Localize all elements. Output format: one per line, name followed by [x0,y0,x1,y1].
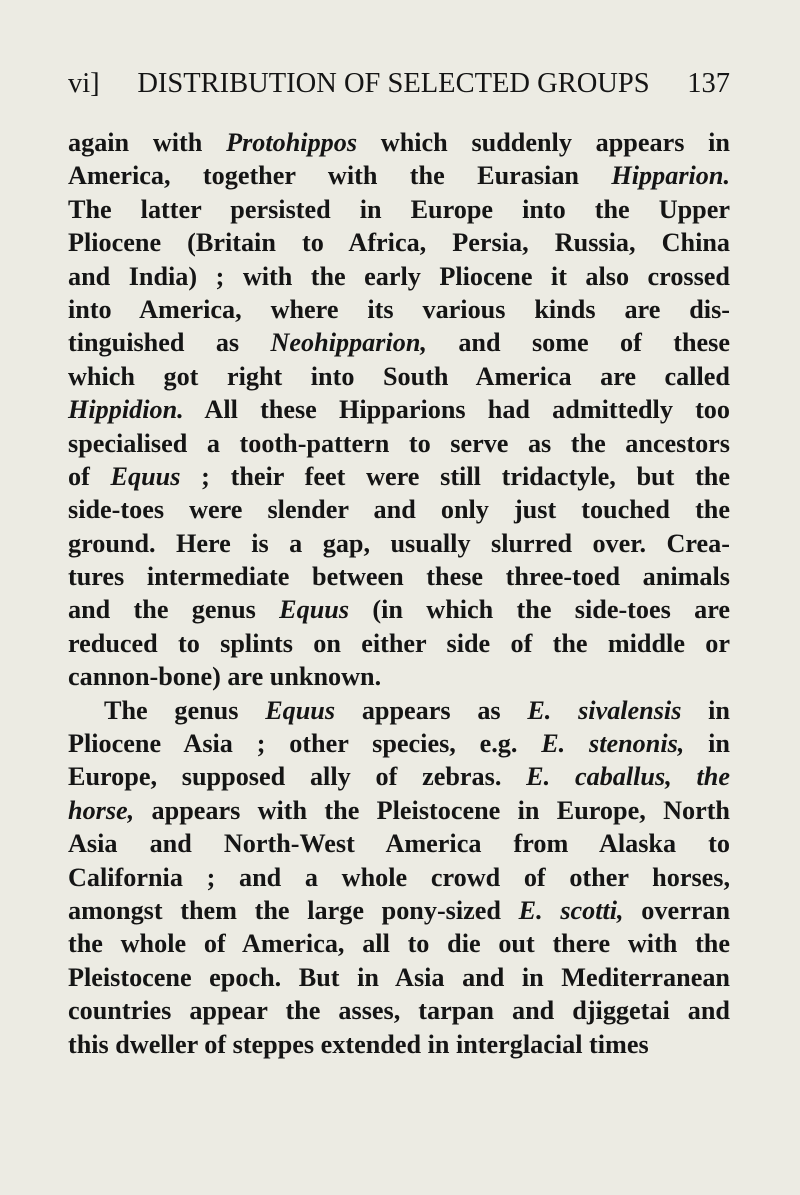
text-run: in [681,695,730,725]
text-line [68,360,730,393]
text-line [68,961,730,994]
text-run: again with [68,128,227,157]
text-run: and India) ; with the early Pliocene it also crossed [68,261,730,291]
italic-term: Hipparion. [611,161,730,191]
running-title: DISTRIBUTION OF SELECTED GROUPS [137,67,650,99]
italic-term: E. caballus, the [526,762,730,792]
text-run: cannon-bone) are unknown. [68,662,382,692]
text-line [68,827,730,860]
text-run: appears with the Pleistocene in Europe, North [134,795,730,825]
text-run: overran [623,895,731,925]
text-run: Pliocene (Britain to Africa, Persia, Russia, China [68,228,730,258]
page-number: 137 [687,67,730,99]
text-line [68,260,730,293]
text-run: which got right into South America are called [68,361,730,391]
text-line [68,460,730,493]
text-line [68,727,730,760]
italic-term: E. stenonis, [541,729,685,759]
text-run: countries appear the asses, tarpan and djiggetai and [68,996,730,1026]
text-run: California ; and a whole crowd of other horses, [68,862,730,892]
text-run: All these Hipparions had admittedly too [183,395,730,425]
italic-term: Equus [265,695,336,725]
text-line [68,326,730,359]
text-run: the whole of America, all to die out there with the [68,929,730,959]
italic-term: E. sivalensis [527,695,682,725]
text-run: which suddenly appears in [357,128,730,157]
text-line [68,226,730,259]
italic-term: Protohippos [226,128,358,157]
text-run: Asia and North-West America from Alaska to [68,829,730,859]
text-run: Europe, supposed ally of zebras. [68,762,527,792]
text-run: amongst them the large pony-sized [68,895,519,925]
text-line [68,493,730,526]
text-line [68,527,730,560]
italic-term: Equus [279,595,350,625]
text-line [68,293,730,326]
text-run: America, together with the Eurasian [68,161,612,191]
italic-term: Hippidion. [68,395,184,425]
italic-term: Neohipparion, [270,328,427,358]
paragraph [68,126,730,694]
text-line [68,427,730,460]
text-line [68,1028,730,1061]
text-run: Pleistocene epoch. But in Asia and in Mediterranean [68,962,730,992]
text-line [68,760,730,793]
italic-term: E. scotti, [518,895,624,925]
text-run: and some of these [426,328,730,358]
body-text [68,126,730,1061]
text-run: tures intermediate between these three-toed animals [68,562,730,592]
text-run: (in which the side-toes are [349,595,731,625]
text-line [68,994,730,1027]
text-run: ground. Here is a gap, usually slurred over. Crea- [68,528,730,558]
text-line [68,159,730,192]
text-line [68,560,730,593]
text-line [68,894,730,927]
text-run: The genus [104,695,266,725]
text-line [68,126,730,159]
text-line [68,794,730,827]
italic-term: Equus [110,461,181,491]
text-line [68,694,730,727]
text-run: specialised a tooth-pattern to serve as the ancestors [68,428,730,458]
text-run: ; their feet were still tridactyle, but the [180,461,730,491]
chapter-mark: vi] [68,67,100,99]
text-run: of [68,461,111,491]
text-run: reduced to splints on either side of the middle or [68,628,730,658]
text-run: this dweller of steppes extended in interglacial times [68,1029,649,1059]
italic-term: horse, [68,795,135,825]
text-run: side-toes were slender and only just touched the [68,495,730,525]
paragraph [68,694,730,1061]
running-header [68,64,730,104]
text-run: appears as [335,695,528,725]
text-line [68,193,730,226]
text-run: Pliocene Asia ; other species, e.g. [68,729,542,759]
text-run: into America, where its various kinds are dis- [68,294,730,324]
text-line [68,660,730,693]
text-run: in [684,729,730,759]
text-run: The latter persisted in Europe into the Upper [68,194,730,224]
text-line [68,593,730,626]
text-run: and the genus [68,595,280,625]
text-line [68,627,730,660]
text-run: tinguished as [68,328,271,358]
text-line [68,861,730,894]
text-line [68,393,730,426]
text-line [68,927,730,960]
